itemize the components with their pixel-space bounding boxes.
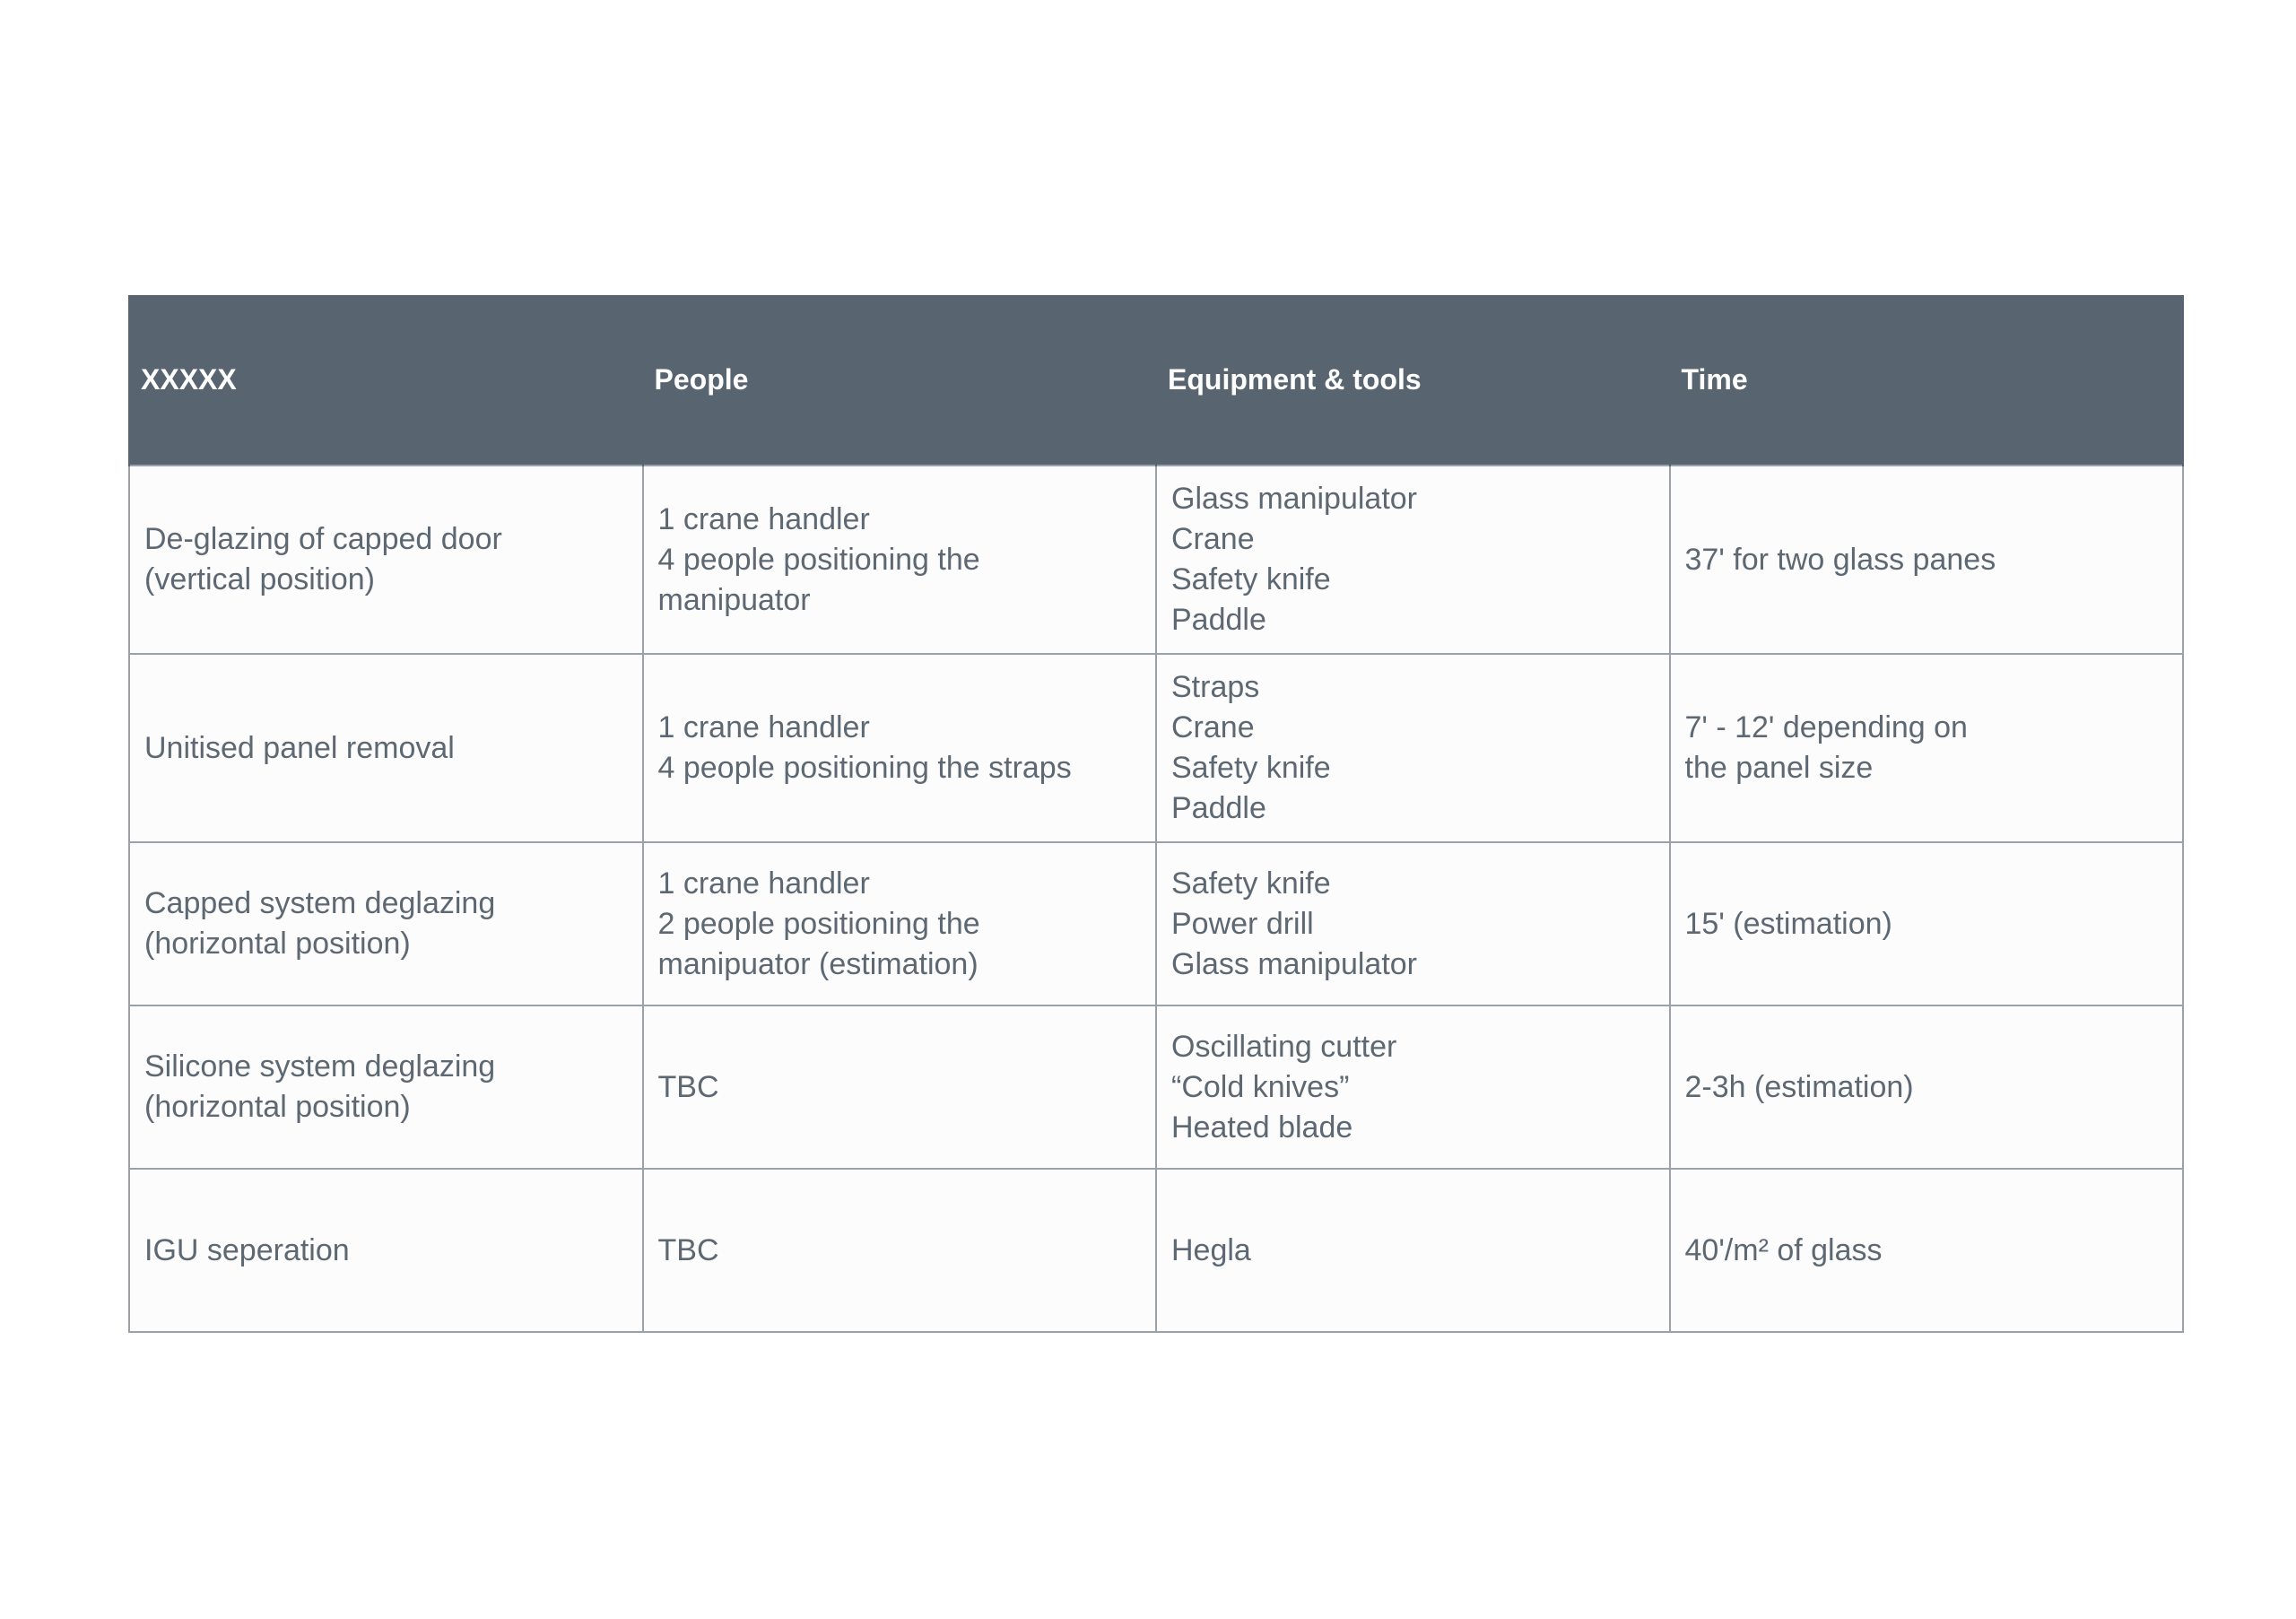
cell-line: manipuator (estimation) [657, 946, 978, 981]
cell-line: manipuator [657, 582, 811, 617]
table-row [129, 654, 2183, 842]
cell-line: 4 people positioning the straps [657, 751, 1072, 785]
cell-line: (vertical position) [144, 562, 375, 596]
cell-line: Straps [1171, 670, 1260, 704]
cell-line: TBC [657, 1232, 719, 1267]
cell-task [129, 654, 643, 842]
cell-line: Safety knife [1171, 866, 1331, 901]
cell-line: Oscillating cutter [1171, 1029, 1397, 1064]
cell-equipment [1156, 842, 1670, 1005]
cell-time [1670, 1005, 2184, 1169]
cell-line: Paddle [1171, 791, 1266, 825]
cell-line: Safety knife [1171, 751, 1331, 785]
cell-line: Heated blade [1171, 1110, 1353, 1145]
header-task: XXXXX [129, 295, 643, 466]
cell-time [1670, 466, 2184, 654]
cell-people [643, 1169, 1157, 1332]
cell-line: 40'/m² of glass [1684, 1232, 1883, 1267]
cell-task [129, 1005, 643, 1169]
cell-equipment [1156, 654, 1670, 842]
cell-line: Glass manipulator [1171, 482, 1418, 516]
table-row [129, 842, 2183, 1005]
cell-line: Silicone system deglazing [144, 1049, 496, 1084]
cell-line: the panel size [1684, 751, 1874, 785]
table-header-row [129, 295, 2183, 466]
cell-time [1670, 1169, 2184, 1332]
cell-line: 2-3h (estimation) [1684, 1069, 1914, 1104]
cell-line: (horizontal position) [144, 1090, 411, 1124]
cell-line: 4 people positioning the [657, 542, 980, 577]
table-row [129, 1005, 2183, 1169]
header-time: Time [1670, 295, 2184, 466]
header-people: People [643, 295, 1157, 466]
cell-people [643, 842, 1157, 1005]
cell-line: 2 people positioning the [657, 906, 980, 941]
header-equipment: Equipment & tools [1156, 295, 1670, 466]
cell-line: De-glazing of capped door [144, 522, 502, 556]
table-row [129, 466, 2183, 654]
cell-line: 1 crane handler [657, 710, 870, 744]
cell-equipment [1156, 1005, 1670, 1169]
cell-line: (horizontal position) [144, 927, 411, 961]
cell-line: Hegla [1171, 1232, 1251, 1267]
cell-line: Capped system deglazing [144, 886, 496, 920]
cell-equipment [1156, 466, 1670, 654]
cell-line: Paddle [1171, 603, 1266, 637]
cell-line: 15' (estimation) [1684, 906, 1892, 941]
cell-task [129, 1169, 643, 1332]
cell-line: 37' for two glass panes [1684, 542, 1996, 577]
cell-line: Power drill [1171, 906, 1314, 941]
data-table [128, 295, 2184, 1333]
cell-people [643, 1005, 1157, 1169]
cell-people [643, 654, 1157, 842]
cell-time [1670, 654, 2184, 842]
cell-task [129, 466, 643, 654]
cell-line: Crane [1171, 522, 1255, 556]
cell-line: Crane [1171, 710, 1255, 744]
cell-line: Safety knife [1171, 562, 1331, 596]
cell-line: Glass manipulator [1171, 946, 1418, 981]
cell-equipment [1156, 1169, 1670, 1332]
cell-line: 1 crane handler [657, 501, 870, 536]
cell-time [1670, 842, 2184, 1005]
cell-line: IGU seperation [144, 1232, 350, 1267]
cell-people [643, 466, 1157, 654]
cell-line: TBC [657, 1069, 719, 1104]
cell-line: Unitised panel removal [144, 730, 455, 765]
cell-line: 1 crane handler [657, 866, 870, 901]
table-row [129, 1169, 2183, 1332]
cell-line: 7' - 12' depending on [1684, 710, 1968, 744]
cell-line: “Cold knives” [1171, 1069, 1350, 1104]
cell-task [129, 842, 643, 1005]
